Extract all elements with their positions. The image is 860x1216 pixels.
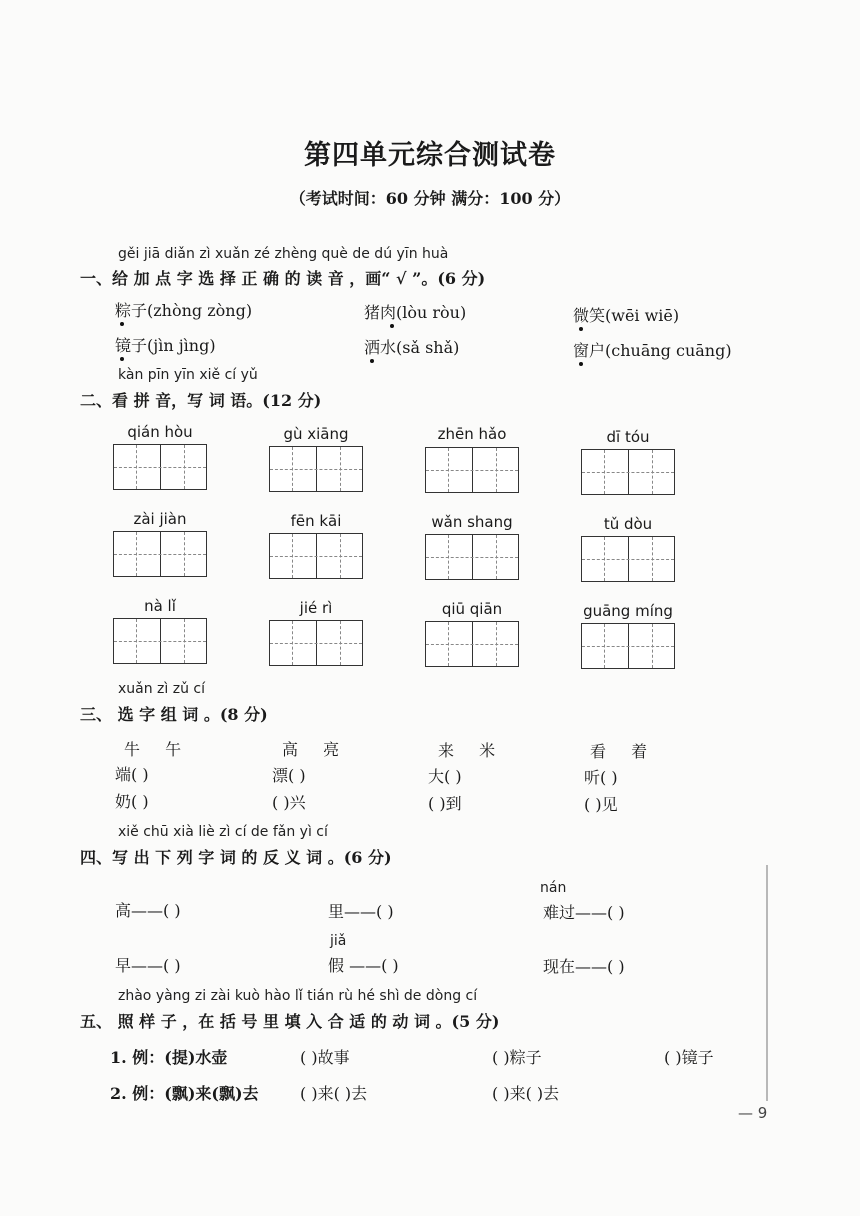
- s1-item: 窗户(chuāng cuāng): [573, 341, 732, 360]
- antonym-blank[interactable]: 现在——( ): [543, 957, 625, 976]
- word-blank[interactable]: ( )见: [584, 795, 618, 814]
- writing-grid[interactable]: [581, 449, 675, 495]
- word-blank[interactable]: 奶( ): [115, 792, 149, 811]
- writing-grid[interactable]: [269, 446, 363, 492]
- word-blank[interactable]: 大( ): [428, 767, 462, 786]
- emphasis-dot: [579, 327, 583, 331]
- emphasis-dot: [390, 324, 394, 328]
- word-pinyin: jié rì: [299, 599, 333, 617]
- section-3-pinyin: xuǎn zì zǔ cí: [118, 681, 206, 697]
- word-pinyin: qián hòu: [127, 423, 193, 441]
- antonym-blank[interactable]: 高——( ): [115, 901, 181, 920]
- word-pinyin: wǎn shang: [431, 513, 513, 531]
- example-2: 2. 例：(飘)来(飘)去: [110, 1084, 259, 1103]
- writing-grid[interactable]: [269, 620, 363, 666]
- verb-blank[interactable]: ( )来( )去: [492, 1084, 560, 1103]
- example-1: 1. 例：(提)水壶: [110, 1048, 228, 1067]
- emphasis-dot: [120, 322, 124, 326]
- char-choice: 牛 午: [124, 740, 192, 759]
- page-edge-line: [766, 865, 768, 1101]
- emphasis-dot: [579, 362, 583, 366]
- section-1-heading: 一、给 加 点 字 选 择 正 确 的 读 音 ，画“ √ ”。(6 分): [80, 269, 486, 288]
- antonym-blank[interactable]: 里——( ): [328, 902, 394, 921]
- writing-grid[interactable]: [269, 533, 363, 579]
- writing-grid[interactable]: [425, 534, 519, 580]
- s1-item: 镜子(jìn jìng): [115, 336, 216, 355]
- verb-blank[interactable]: ( )镜子: [664, 1048, 714, 1067]
- verb-blank[interactable]: ( )故事: [300, 1048, 350, 1067]
- word-pinyin: gù xiāng: [283, 425, 349, 443]
- section-2-heading: 二、看 拼 音，写 词 语。(12 分): [80, 391, 322, 410]
- word-pinyin: fēn kāi: [290, 512, 342, 530]
- verb-blank[interactable]: ( )粽子: [492, 1048, 542, 1067]
- section-4-pinyin: xiě chū xià liè zì cí de fǎn yì cí: [118, 824, 328, 840]
- pinyin-hint: nán: [540, 880, 567, 896]
- writing-grid[interactable]: [425, 621, 519, 667]
- writing-grid[interactable]: [113, 531, 207, 577]
- s1-item: 猪肉(lòu ròu): [364, 303, 467, 322]
- s1-item: 粽子(zhòng zòng): [115, 301, 253, 320]
- emphasis-dot: [120, 357, 124, 361]
- section-3-heading: 三、 选 字 组 词 。(8 分): [80, 705, 268, 724]
- page-number: — 9: [738, 1104, 768, 1122]
- char-choice: 高 亮: [282, 740, 350, 759]
- char-choice: 看 着: [590, 742, 658, 761]
- word-blank[interactable]: 漂( ): [272, 766, 306, 785]
- page-title: 第四单元综合测试卷: [304, 140, 556, 171]
- word-pinyin: guāng míng: [583, 602, 673, 620]
- word-pinyin: nà lǐ: [144, 597, 176, 615]
- word-pinyin: zài jiàn: [133, 510, 187, 528]
- word-blank[interactable]: ( )兴: [272, 793, 306, 812]
- exam-info: （考试时间：60 分钟 满分：100 分）: [289, 189, 571, 208]
- writing-grid[interactable]: [113, 444, 207, 490]
- word-pinyin: qiū qiān: [441, 600, 503, 618]
- section-2-pinyin: kàn pīn yīn xiě cí yǔ: [118, 367, 258, 383]
- antonym-blank[interactable]: 难过——( ): [543, 903, 625, 922]
- word-pinyin: tǔ dòu: [603, 515, 653, 533]
- char-choice: 来 米: [438, 741, 506, 760]
- writing-grid[interactable]: [581, 536, 675, 582]
- s1-item: 洒水(sǎ shǎ): [364, 338, 460, 357]
- s1-item: 微笑(wēi wiē): [573, 306, 680, 325]
- verb-blank[interactable]: ( )来( )去: [300, 1084, 368, 1103]
- section-5-heading: 五、 照 样 子 ，在 括 号 里 填 入 合 适 的 动 词 。(5 分): [80, 1012, 500, 1031]
- word-pinyin: dī tóu: [606, 428, 650, 446]
- antonym-blank[interactable]: 早——( ): [115, 956, 181, 975]
- writing-grid[interactable]: [425, 447, 519, 493]
- writing-grid[interactable]: [581, 623, 675, 669]
- emphasis-dot: [370, 359, 374, 363]
- word-blank[interactable]: 端( ): [115, 765, 149, 784]
- word-blank[interactable]: 听( ): [584, 768, 618, 787]
- word-blank[interactable]: ( )到: [428, 794, 462, 813]
- writing-grid[interactable]: [113, 618, 207, 664]
- pinyin-hint: jiǎ: [330, 933, 347, 949]
- section-1-pinyin: gěi jiā diǎn zì xuǎn zé zhèng què de dú yīn huà: [118, 246, 449, 262]
- section-4-heading: 四、写 出 下 列 字 词 的 反 义 词 。(6 分): [80, 848, 392, 867]
- word-pinyin: zhēn hǎo: [437, 425, 507, 443]
- section-5-pinyin: zhào yàng zi zài kuò hào lǐ tián rù hé shì de dòng cí: [118, 988, 478, 1004]
- antonym-blank[interactable]: 假 ——( ): [328, 956, 399, 975]
